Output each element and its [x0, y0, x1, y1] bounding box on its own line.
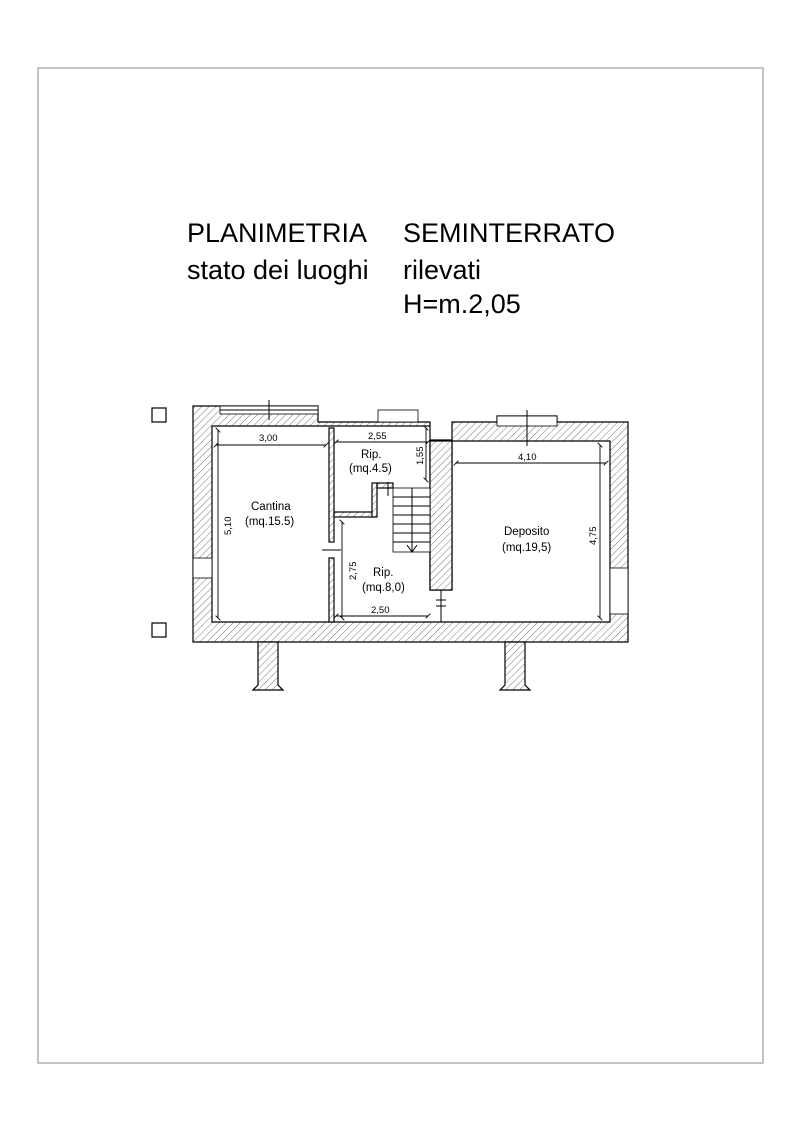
room-deposito-name: Deposito: [504, 526, 550, 538]
room-cantina: [245, 501, 294, 528]
title-height: H=m.2,05: [403, 289, 521, 319]
room-cantina-name: Cantina: [251, 501, 291, 513]
wall-rip-deposito-divider: [430, 441, 452, 590]
dim-rip-top-height: 1,55: [415, 446, 426, 465]
staircase: [393, 488, 430, 552]
dim-rip-top-width: 2,55: [368, 431, 387, 442]
room-rip-bottom: [362, 567, 405, 594]
window-left-cantina: [193, 558, 212, 578]
wall-cantina-right-upper: [329, 428, 334, 542]
room-rip-top: [349, 449, 392, 475]
room-deposito: [502, 526, 551, 554]
room-cantina-area: (mq.15.5): [245, 516, 295, 528]
title-seminterrato: SEMINTERRATO: [403, 218, 616, 248]
title-block: [187, 218, 615, 319]
pillar-bottom: [152, 623, 166, 637]
sheet-border: [38, 68, 763, 1063]
dim-rip-bottom-width: 2,50: [371, 605, 390, 616]
title-planimetria: PLANIMETRIA: [187, 218, 368, 248]
wall-cantina-right-lower: [329, 558, 334, 622]
room-rip-bottom-area: (mq.8,0): [362, 582, 405, 594]
room-rip-bottom-name: Rip.: [373, 567, 394, 579]
title-rilevati: rilevati: [403, 255, 482, 285]
dim-deposito-height: 4,75: [588, 526, 599, 545]
window-top-rip: [378, 410, 418, 422]
room-deposito-area: (mq.19,5): [502, 542, 552, 554]
room-rip-top-name: Rip.: [361, 449, 382, 461]
wall-rip-top-bottom: [334, 512, 374, 517]
window-right-deposito: [610, 568, 628, 614]
dim-cantina-width: 3,00: [259, 433, 278, 444]
wall-rip-stair-jog: [372, 483, 377, 517]
title-stato-dei-luoghi: stato dei luoghi: [187, 255, 369, 285]
wall-rip-stair-top: [377, 483, 393, 488]
footing-right: [500, 642, 530, 690]
dim-rip-bottom-height: 2,75: [348, 561, 359, 580]
floor-plan: [193, 400, 628, 690]
dim-cantina-height: 5,10: [223, 516, 234, 535]
footing-left: [253, 642, 283, 690]
pillar-top: [152, 408, 166, 422]
room-rip-top-area: (mq.4.5): [349, 463, 392, 475]
dim-deposito-width: 4,10: [518, 452, 537, 463]
